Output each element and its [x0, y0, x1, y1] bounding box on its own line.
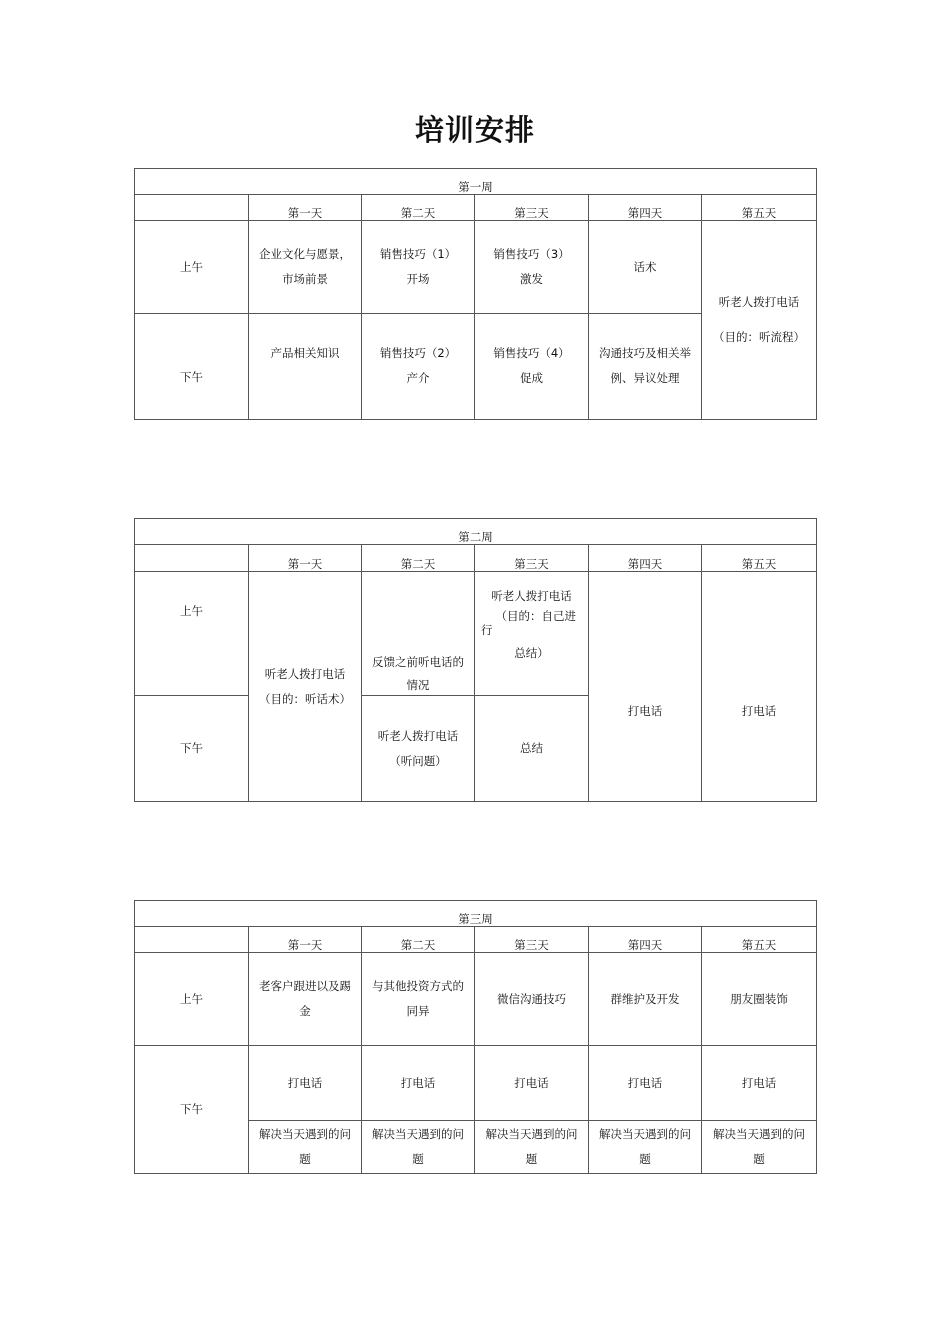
cell-line: 例、异议处理	[610, 371, 680, 385]
afternoon-label: 下午	[135, 1046, 249, 1174]
cell-line: 题	[639, 1152, 651, 1166]
day-header: 第四天	[589, 545, 702, 572]
schedule-cell	[589, 953, 702, 1046]
cell-line: 解决当天遇到的问	[372, 1127, 464, 1141]
cell-line: 话术	[633, 259, 657, 274]
schedule-cell-merged	[589, 572, 702, 802]
schedule-cell: 打电话	[702, 1046, 817, 1121]
cell-line: 朋友圈装饰	[730, 991, 788, 1006]
cell-line: 行	[481, 623, 493, 637]
schedule-cell	[362, 696, 475, 802]
schedule-cell: 打电话	[362, 1046, 475, 1121]
day-header: 第五天	[702, 195, 817, 221]
cell-line: 群维护及开发	[610, 991, 680, 1006]
morning-label: 上午	[135, 953, 249, 1046]
week-label: 第二周	[135, 519, 817, 545]
week-label: 第一周	[135, 169, 817, 195]
corner-cell	[135, 927, 249, 953]
day-header: 第一天	[249, 545, 362, 572]
schedule-cell	[589, 314, 702, 420]
day-header: 第二天	[362, 927, 475, 953]
schedule-cell	[475, 221, 589, 314]
cell-line: 听老人拨打电话	[264, 666, 346, 681]
morning-label	[135, 572, 249, 696]
cell-line: 销售技巧（2）	[379, 346, 457, 360]
cell-line: 沟通技巧及相关举	[599, 346, 691, 360]
week-label: 第三周	[135, 901, 817, 927]
day-header: 第三天	[475, 927, 589, 953]
cell-line: （目的：听流程）	[713, 330, 806, 344]
schedule-cell	[362, 221, 475, 314]
cell-line: 听老人拨打电话	[718, 295, 800, 309]
schedule-cell	[475, 696, 589, 802]
week3-table	[134, 900, 817, 1174]
day-header: 第一天	[249, 927, 362, 953]
cell-line: 题	[299, 1152, 311, 1166]
schedule-cell: 打电话	[475, 1046, 589, 1121]
schedule-cell	[249, 1121, 362, 1174]
cell-line: 解决当天遇到的问	[713, 1127, 806, 1141]
schedule-cell: 打电话	[589, 1046, 702, 1121]
week1-table	[134, 168, 817, 420]
afternoon-label	[135, 314, 249, 420]
cell-line: 打电话	[741, 704, 777, 718]
schedule-cell	[475, 1121, 589, 1174]
schedule-cell: 打电话	[249, 1046, 362, 1121]
day-header: 第四天	[589, 195, 702, 221]
schedule-cell	[249, 221, 362, 314]
schedule-cell	[475, 314, 589, 420]
cell-line: 企业文化与愿景，	[259, 247, 351, 261]
cell-line: 题	[412, 1152, 424, 1166]
cell-line: 金	[299, 1004, 311, 1018]
schedule-cell-merged	[249, 572, 362, 802]
cell-line: （目的：听话术）	[259, 691, 351, 706]
cell-line: 销售技巧（1）	[379, 247, 457, 261]
cell-line: 销售技巧（3）	[493, 247, 570, 261]
schedule-cell	[249, 953, 362, 1046]
schedule-cell	[249, 314, 362, 420]
day-header: 第三天	[475, 545, 589, 572]
cell-line: 激发	[520, 272, 543, 286]
cell-line: 老客户跟进以及踢	[259, 979, 351, 993]
cell-line: 促成	[520, 371, 543, 385]
schedule-cell	[475, 953, 589, 1046]
cell-line: 解决当天遇到的问	[485, 1127, 578, 1141]
corner-cell	[135, 195, 249, 221]
cell-line: 解决当天遇到的问	[259, 1127, 351, 1141]
week2-table	[134, 518, 817, 802]
cell-line: 微信沟通技巧	[497, 991, 566, 1006]
cell-line: 总结	[520, 741, 543, 755]
cell-line: 上午	[180, 604, 203, 618]
schedule-cell-merged	[702, 221, 817, 420]
cell-line: 产介	[406, 371, 430, 385]
schedule-cell	[362, 953, 475, 1046]
day-header: 第二天	[362, 545, 475, 572]
day-header: 第五天	[702, 545, 817, 572]
schedule-cell	[589, 1121, 702, 1174]
schedule-cell	[702, 1121, 817, 1174]
day-header: 第四天	[589, 927, 702, 953]
cell-line: 情况	[406, 678, 430, 692]
cell-line: 解决当天遇到的问	[599, 1127, 691, 1141]
afternoon-label: 下午	[135, 696, 249, 802]
day-header: 第三天	[475, 195, 589, 221]
cell-line: 题	[525, 1152, 538, 1166]
page-title: 培训安排	[414, 113, 535, 147]
cell-line: （目的：自己进	[495, 609, 576, 623]
cell-line: 题	[753, 1152, 765, 1166]
schedule-cell	[589, 221, 702, 314]
cell-line: 与其他投资方式的	[372, 979, 464, 993]
cell-line: 下午	[180, 370, 203, 384]
cell-line: 开场	[406, 272, 430, 286]
schedule-cell	[702, 953, 817, 1046]
cell-line: （听问题）	[389, 753, 447, 768]
cell-line: 市场前景	[282, 272, 328, 286]
schedule-cell	[362, 1121, 475, 1174]
cell-line: 听老人拨打电话	[377, 728, 459, 743]
cell-line: 总结）	[514, 646, 549, 660]
day-header: 第五天	[702, 927, 817, 953]
cell-line: 产品相关知识	[270, 346, 340, 360]
schedule-cell	[362, 314, 475, 420]
cell-line: 听老人拨打电话	[491, 589, 572, 603]
schedule-cell-merged	[702, 572, 817, 802]
corner-cell	[135, 545, 249, 572]
schedule-cell	[475, 572, 589, 696]
cell-line: 反馈之前听电话的	[372, 655, 464, 669]
cell-line: 同异	[406, 1004, 430, 1018]
day-header: 第二天	[362, 195, 475, 221]
cell-line: 打电话	[627, 704, 663, 718]
schedule-cell	[362, 572, 475, 696]
cell-line: 销售技巧（4）	[493, 346, 570, 360]
morning-label: 上午	[135, 221, 249, 314]
day-header: 第一天	[249, 195, 362, 221]
